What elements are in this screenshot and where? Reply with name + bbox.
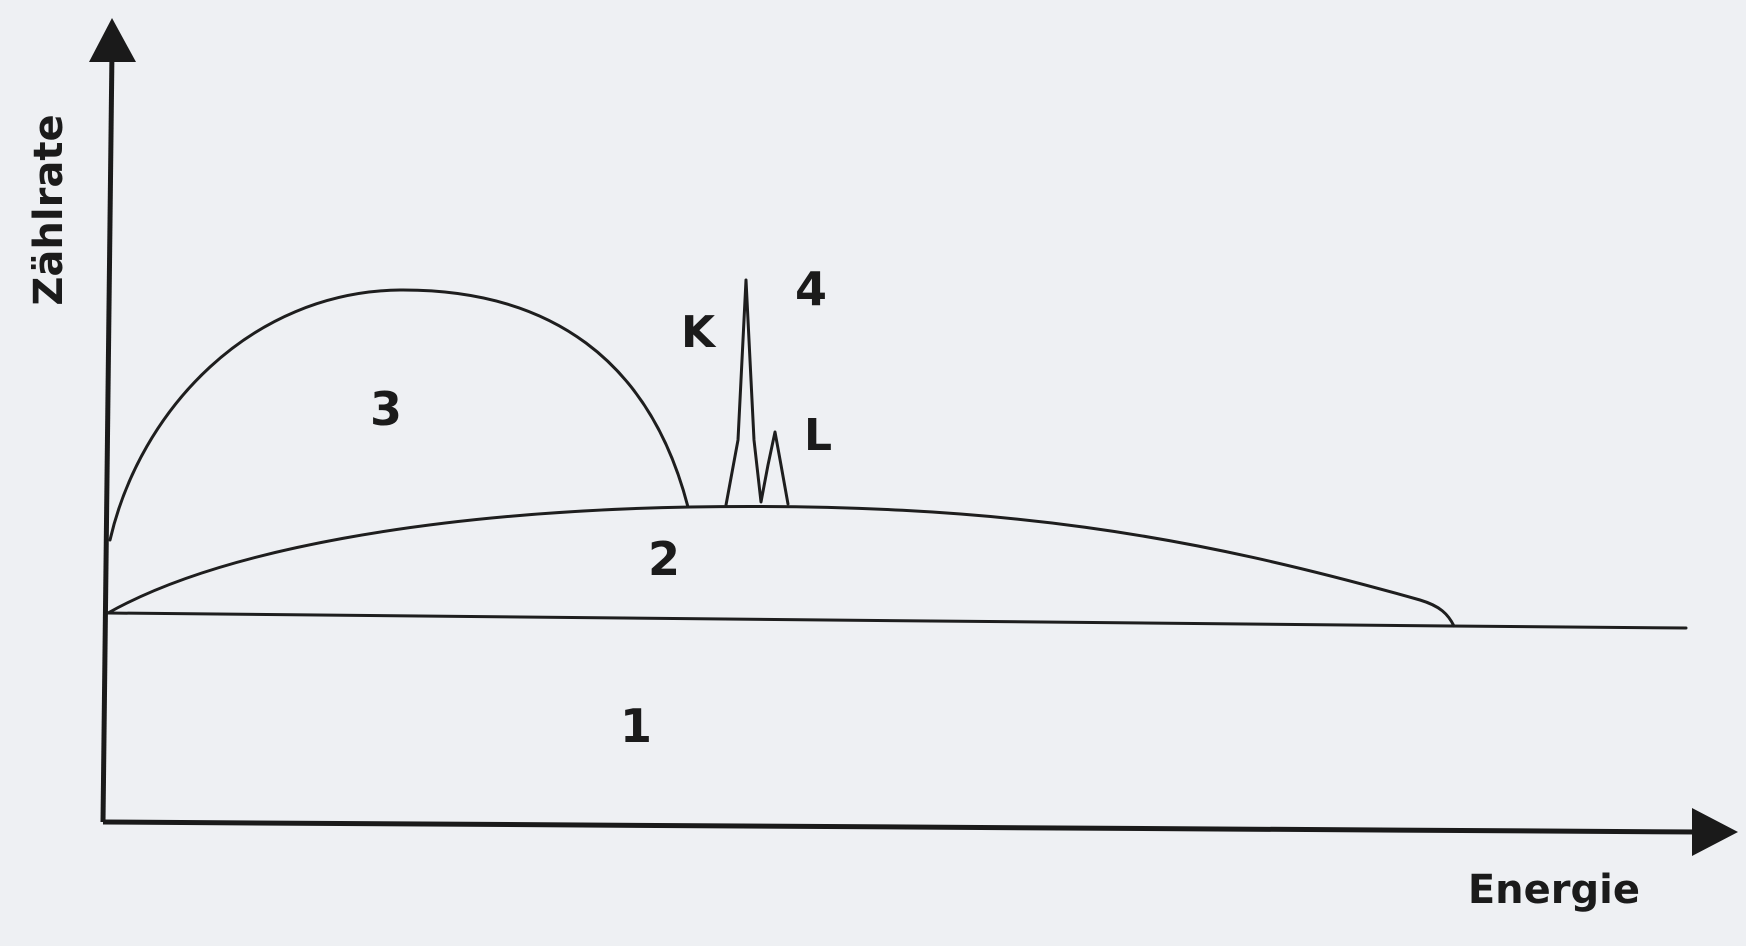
region-2-label: 2 <box>647 532 681 586</box>
y-axis-line <box>103 50 112 822</box>
x-axis-title: Energie <box>1467 867 1640 913</box>
y-axis-arrowhead <box>89 18 136 62</box>
k-peak-label: K <box>680 307 716 358</box>
region-1-label: 1 <box>619 699 653 753</box>
region-4-peaks-curve <box>726 280 788 505</box>
l-peak-label: L <box>803 410 833 461</box>
region-2-continuum-curve <box>108 507 1454 626</box>
x-axis-line <box>103 822 1700 832</box>
region-4-label: 4 <box>794 262 828 316</box>
x-axis-arrowhead <box>1692 808 1738 856</box>
y-axis-title: Zählrate <box>26 114 72 306</box>
region-3-label: 3 <box>369 382 403 436</box>
